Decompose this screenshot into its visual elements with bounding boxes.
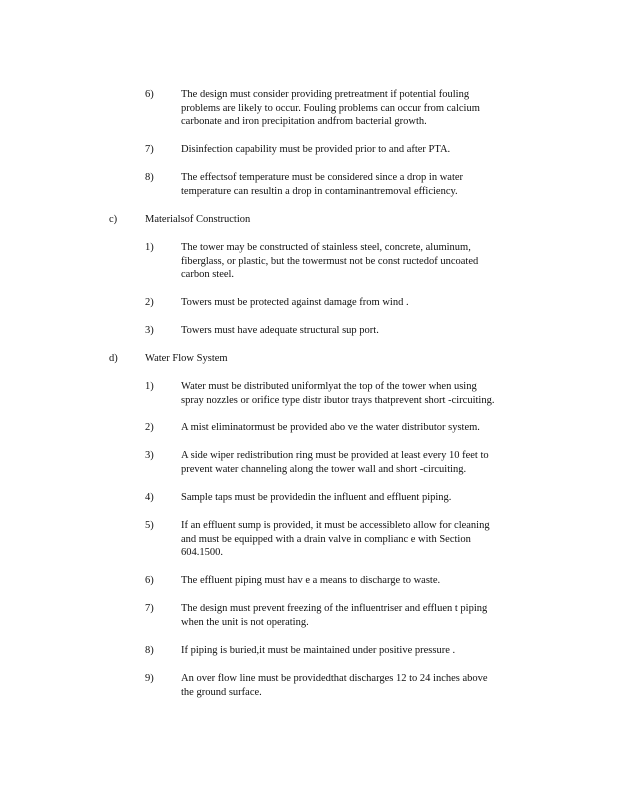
item-line: A side wiper redistribution ring must be provided at least every 10 feet to: [181, 450, 489, 461]
item-line: The tower may be constructed of stainless steel, concrete, aluminum,: [181, 242, 471, 253]
item-text: [181, 602, 487, 629]
item-number: 8): [145, 172, 154, 183]
item-text: [181, 380, 494, 407]
item-line: The design must consider providing pretreatment if potential fouling: [181, 89, 470, 100]
item-line: If an effluent sump is provided, it must be accessibleto allow for cleaning: [181, 520, 490, 531]
item-line: carbon steel.: [181, 269, 235, 281]
item-text: [181, 672, 488, 699]
item-number: 9): [145, 673, 154, 684]
item-line: spray nozzles or orifice type distr ibutor trays thatprevent short -circuiting.: [181, 394, 495, 406]
item-line: when the unit is not operating.: [181, 616, 309, 628]
item-line: The effectsof temperature must be considered since a drop in water: [181, 172, 464, 183]
item-line: the ground surface.: [181, 686, 262, 698]
item-line: The effluent piping must hav e a means to discharge to waste.: [181, 575, 441, 586]
item-line: Towers must have adequate structural sup port.: [181, 325, 379, 336]
item-number: 2): [145, 422, 154, 433]
item-line: If piping is buried,it must be maintained under positive pressure .: [181, 645, 456, 656]
item-number: 1): [145, 381, 154, 392]
item-text: [181, 421, 480, 435]
item-text: [181, 491, 451, 505]
item-text: [181, 574, 440, 588]
section-label: d): [109, 353, 118, 364]
item-number: 1): [145, 242, 154, 253]
item-number: 3): [145, 325, 154, 336]
item-number: 6): [145, 89, 154, 100]
item-line: prevent water channeling along the tower wall and short -circuiting.: [181, 463, 467, 475]
item-text: [181, 143, 450, 157]
item-text: [181, 324, 379, 338]
item-number: 4): [145, 492, 154, 503]
item-line: Disinfection capability must be provided prior to and after PTA.: [181, 144, 451, 155]
item-line: Sample taps must be providedin the influent and effluent piping.: [181, 492, 452, 503]
item-number: 3): [145, 450, 154, 461]
item-line: fiberglass, or plastic, but the towermust not be const ructedof uncoated: [181, 255, 479, 267]
item-line: problems are likely to occur. Fouling problems can occur from calcium: [181, 102, 480, 114]
item-text: [181, 241, 478, 282]
item-line: and must be equipped with a drain valve in complianc e with Section: [181, 533, 471, 545]
item-text: [181, 296, 409, 310]
section-label: c): [109, 214, 118, 225]
item-text: [181, 88, 480, 129]
item-line: Water must be distributed uniformlyat the top of the tower when using: [181, 381, 477, 392]
item-text: [181, 171, 463, 198]
item-line: 604.1500.: [181, 547, 223, 559]
item-line: The design must prevent freezing of the influentriser and effluen t piping: [181, 603, 488, 614]
section-title: Materialsof Construction: [145, 214, 251, 225]
item-line: carbonate and iron precipitation andfrom bacterial growth.: [181, 116, 427, 128]
item-number: 5): [145, 520, 154, 531]
item-line: An over flow line must be providedthat discharges 12 to 24 inches above: [181, 673, 488, 684]
item-number: 6): [145, 575, 154, 586]
item-number: 8): [145, 645, 154, 656]
item-number: 7): [145, 603, 154, 614]
item-text: [181, 644, 455, 658]
section-title: Water Flow System: [145, 353, 228, 364]
item-line: temperature can resultin a drop in contaminantremoval efficiency.: [181, 185, 458, 197]
item-text: [181, 519, 490, 560]
item-line: Towers must be protected against damage from wind .: [181, 297, 409, 308]
item-text: [181, 449, 489, 476]
item-number: 2): [145, 297, 154, 308]
item-number: 7): [145, 144, 154, 155]
item-line: A mist eliminatormust be provided abo ve the water distributor system.: [181, 422, 480, 433]
